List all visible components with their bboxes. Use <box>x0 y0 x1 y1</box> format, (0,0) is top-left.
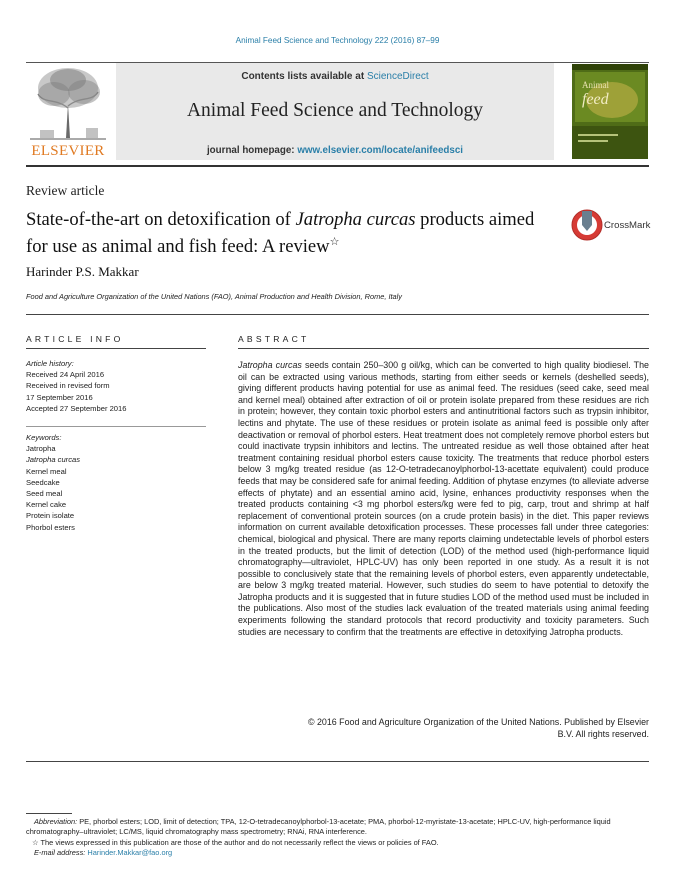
cover-title-top: Animal <box>582 80 609 90</box>
contents-line <box>116 71 554 82</box>
title-species: Jatropha curcas <box>295 209 416 230</box>
copyright-line-1: © 2016 Food and Agriculture Organization of the United Nations. Published by Elsevier <box>307 717 649 727</box>
views-footnote: ☆ The views expressed in this publication are those of the author and do not necessarily reflect the views or policies of FAO. <box>32 837 439 847</box>
history-entry: Accepted 27 September 2016 <box>26 403 127 413</box>
abstract-text: seeds contain 250–300 g oil/kg, which can be converted to high quality biodiesel. The oil can be extracted using various methods, starting from either seeds or kernels (deshelled seeds), giving different products having potential for use as animal feed. The residues (seed cake, seed meal and kernel meal) obtained after extraction of oil or protein isolate prepared from these residues are rich in protein; however, they contain toxic phorbol esters and antinutritional factors such as trypsin inhibitor, lectins and phytate. The use of these residues or protein isolate as animal feed is possible only after deactivation or removal of phorbol esters. Heat treatment does not completely remove phorbol esters but could inactivate trypsin inhibitors and lectins. The untreated residue as well those obtained after heat treatment containing residual phorbol esters cause toxicity. The treatments that reduce phorbol esters below 3 mg/kg treated residue (as 12-O-tetradecanoylphorbol-13-acettate equivalent) could produce feeds that may be considered safe for animal feeding. Addition of phytase enzymes (to alleviate adverse effects of phytate) and an essential amino acid, lysine, enhances productivity responses when the treated products containing <3 mg phorbol esters/kg were fed to pig, carp, trout and shrimp at half replacement of conventional protein sources (on a crude protein basis) in the diet. This paper reviews information on current available detoxification processes. These processes fall under three categories: chemical, biological and physical. There are many reports claiming undetectable levels of phorbol esters in the treated products, but the limit of detection (LOD) of the method used (high-performance liquid chromatography—ultraviolet, HPLC-UV) has only been reported in one study. As a result it is not possible to conclusively state that the remaining levels of phorbol esters, even apparently undetectable, are below 3 mg/kg treated material. However, such studies do seem to have potential to detoxify the Jatropha products and it is suggested that in future studies LOD of the method used must be included in the publications. Also most of the studies lack evaluation of the treated materials using animal feeding experiments following the standard protocols that record productivity and toxicity parameters. Such studies are necessary to confirm that the treatments are effective in detoxifying Jatropha products. <box>238 360 649 637</box>
article-type: Review article <box>26 183 105 198</box>
abbreviation-label: Abbreviation: <box>34 817 78 826</box>
crossmark-badge[interactable] <box>571 209 653 243</box>
journal-cover-thumbnail[interactable] <box>572 64 648 159</box>
crossmark-label: CrossMark <box>604 220 651 231</box>
header-bottom-rule <box>26 165 649 167</box>
email-label: E-mail address: <box>34 848 86 858</box>
keyword: Kernel cake <box>26 500 67 510</box>
cover-title-word: feed <box>582 91 609 108</box>
keyword: Protein isolate <box>26 511 75 521</box>
footnote-rule <box>26 813 72 814</box>
divider <box>26 348 206 349</box>
copyright-notice <box>238 717 649 740</box>
homepage-prefix: journal homepage: <box>206 145 295 156</box>
email-link[interactable]: Harinder.Makkar@fao.org <box>87 848 173 858</box>
history-entry: 17 September 2016 <box>26 392 93 402</box>
elsevier-wordmark[interactable]: ELSEVIER <box>31 143 105 159</box>
title-part-1: State-of-the-art on detoxification of <box>26 209 296 230</box>
abbreviation-text: PE, phorbol esters; LOD, limit of detection; TPA, 12-O-tetradecanoylphorbol-13-acetate; PMA, phorbol-12-myristate-13-acetate; HPLC-UV, high-performance liquid chromatography–ultraviolet; LC/MS, liquid chromatography mass spectrometry; RNAi, RNA interference. <box>26 817 611 837</box>
journal-title: Animal Feed Science and Technology <box>186 100 484 121</box>
contents-prefix: Contents lists available at <box>241 71 365 82</box>
author-affiliation: Food and Agriculture Organization of the United Nations (FAO), Animal Production and Health Division, Rome, Italy <box>26 292 403 301</box>
email-footnote <box>26 848 649 858</box>
keyword: Jatropha <box>26 444 56 454</box>
copyright-line-2: B.V. All rights reserved. <box>557 728 649 739</box>
footnotes <box>26 817 649 859</box>
history-label: Article history: <box>26 359 74 368</box>
journal-reference[interactable]: Animal Feed Science and Technology 222 (2016) 87–99 <box>235 36 440 45</box>
divider <box>238 348 649 349</box>
keyword: Kernel meal <box>26 466 67 476</box>
keywords-label: Keywords: <box>26 433 62 442</box>
homepage-link[interactable]: www.elsevier.com/locate/anifeedsci <box>297 145 464 156</box>
abstract-lead-species: Jatropha curcas <box>238 360 302 370</box>
divider <box>26 314 649 315</box>
keyword: Seedcake <box>26 477 60 487</box>
abstract-heading: ABSTRACT <box>238 334 310 344</box>
abstract-body <box>238 360 649 638</box>
author-name[interactable]: Harinder P.S. Makkar <box>26 264 139 279</box>
abbreviation-footnote <box>26 817 649 838</box>
keyword: Jatropha curcas <box>26 455 81 465</box>
keywords <box>26 432 80 533</box>
keyword: Phorbol esters <box>26 522 75 532</box>
history-entry: Received 24 April 2016 <box>26 370 105 380</box>
crossmark-icon <box>571 209 603 243</box>
history-entry: Received in revised form <box>26 381 110 391</box>
article-title <box>26 208 556 258</box>
article-history <box>26 358 126 414</box>
divider <box>26 426 206 427</box>
keyword: Seed meal <box>26 489 63 499</box>
sciencedirect-link[interactable]: ScienceDirect <box>366 71 429 82</box>
title-footnote-mark[interactable]: ☆ <box>329 236 340 248</box>
divider <box>26 761 649 762</box>
homepage-line <box>116 145 554 156</box>
article-info-heading: ARTICLE INFO <box>26 334 124 344</box>
title-part-2: products aimed for use as animal and fish feed: A review <box>26 209 535 258</box>
